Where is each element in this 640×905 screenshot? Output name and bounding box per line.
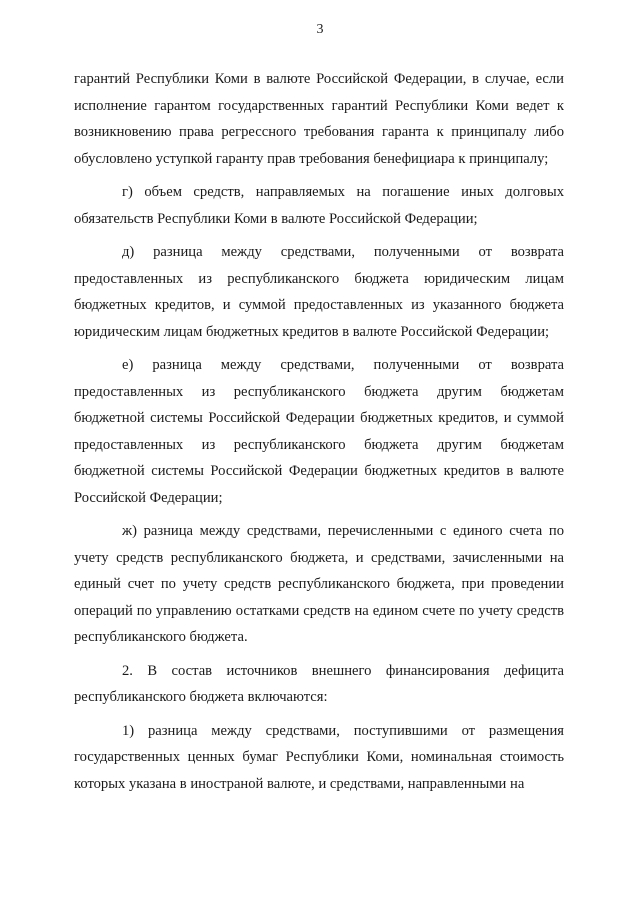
paragraph-item-d: д) разница между средствами, полученными от возврата предоставленных из республиканского бюджета юридическим лицам бюджетных кредитов, и суммой предоставленных из указанного бюджета юридическим лицам бюджетных кредитов в валюте Российской Федерации; <box>74 244 564 340</box>
paragraph-item-e: е) разница между средствами, полученными от возврата предоставленных из республиканского бюджета другим бюджетам бюджетной системы Российской Федерации бюджетных кредитов, и суммой предоставленных из республиканского бюджета другим бюджетам бюджетной системы Российской Федерации бюджетных кредитов в валюте Российской Федерации; <box>74 357 564 506</box>
paragraph-item-zh: ж) разница между средствами, перечисленными с единого счета по учету средств республиканского бюджета, и средствами, зачисленными на единый счет по учету средств республиканского бюджета, при проведении операций по управлению остатками средств на едином счете по учету средств республиканского бюджета. <box>74 523 564 645</box>
page-number: 3 <box>316 22 324 37</box>
paragraph-section-2: 2. В состав источников внешнего финансирования дефицита республиканского бюджета включаются: <box>74 662 564 705</box>
document-body <box>74 66 564 804</box>
paragraph-item-1: 1) разница между средствами, поступившими от размещения государственных ценных бумаг Республики Коми, номинальная стоимость которых указана в иностраной валюте, и средствами, направленными на <box>74 722 564 792</box>
paragraph-item-g: г) объем средств, направляемых на погашение иных долговых обязательств Республики Коми в валюте Российской Федерации; <box>74 184 564 227</box>
paragraph-guarantees-continuation: гарантий Республики Коми в валюте Российской Федерации, в случае, если исполнение гарантом государственных гарантий Республики Коми ведет к возникновению права регрессного требования гаранта к принципалу либо обусловлено уступкой гаранту прав требования бенефициара к принципалу; <box>74 71 564 167</box>
